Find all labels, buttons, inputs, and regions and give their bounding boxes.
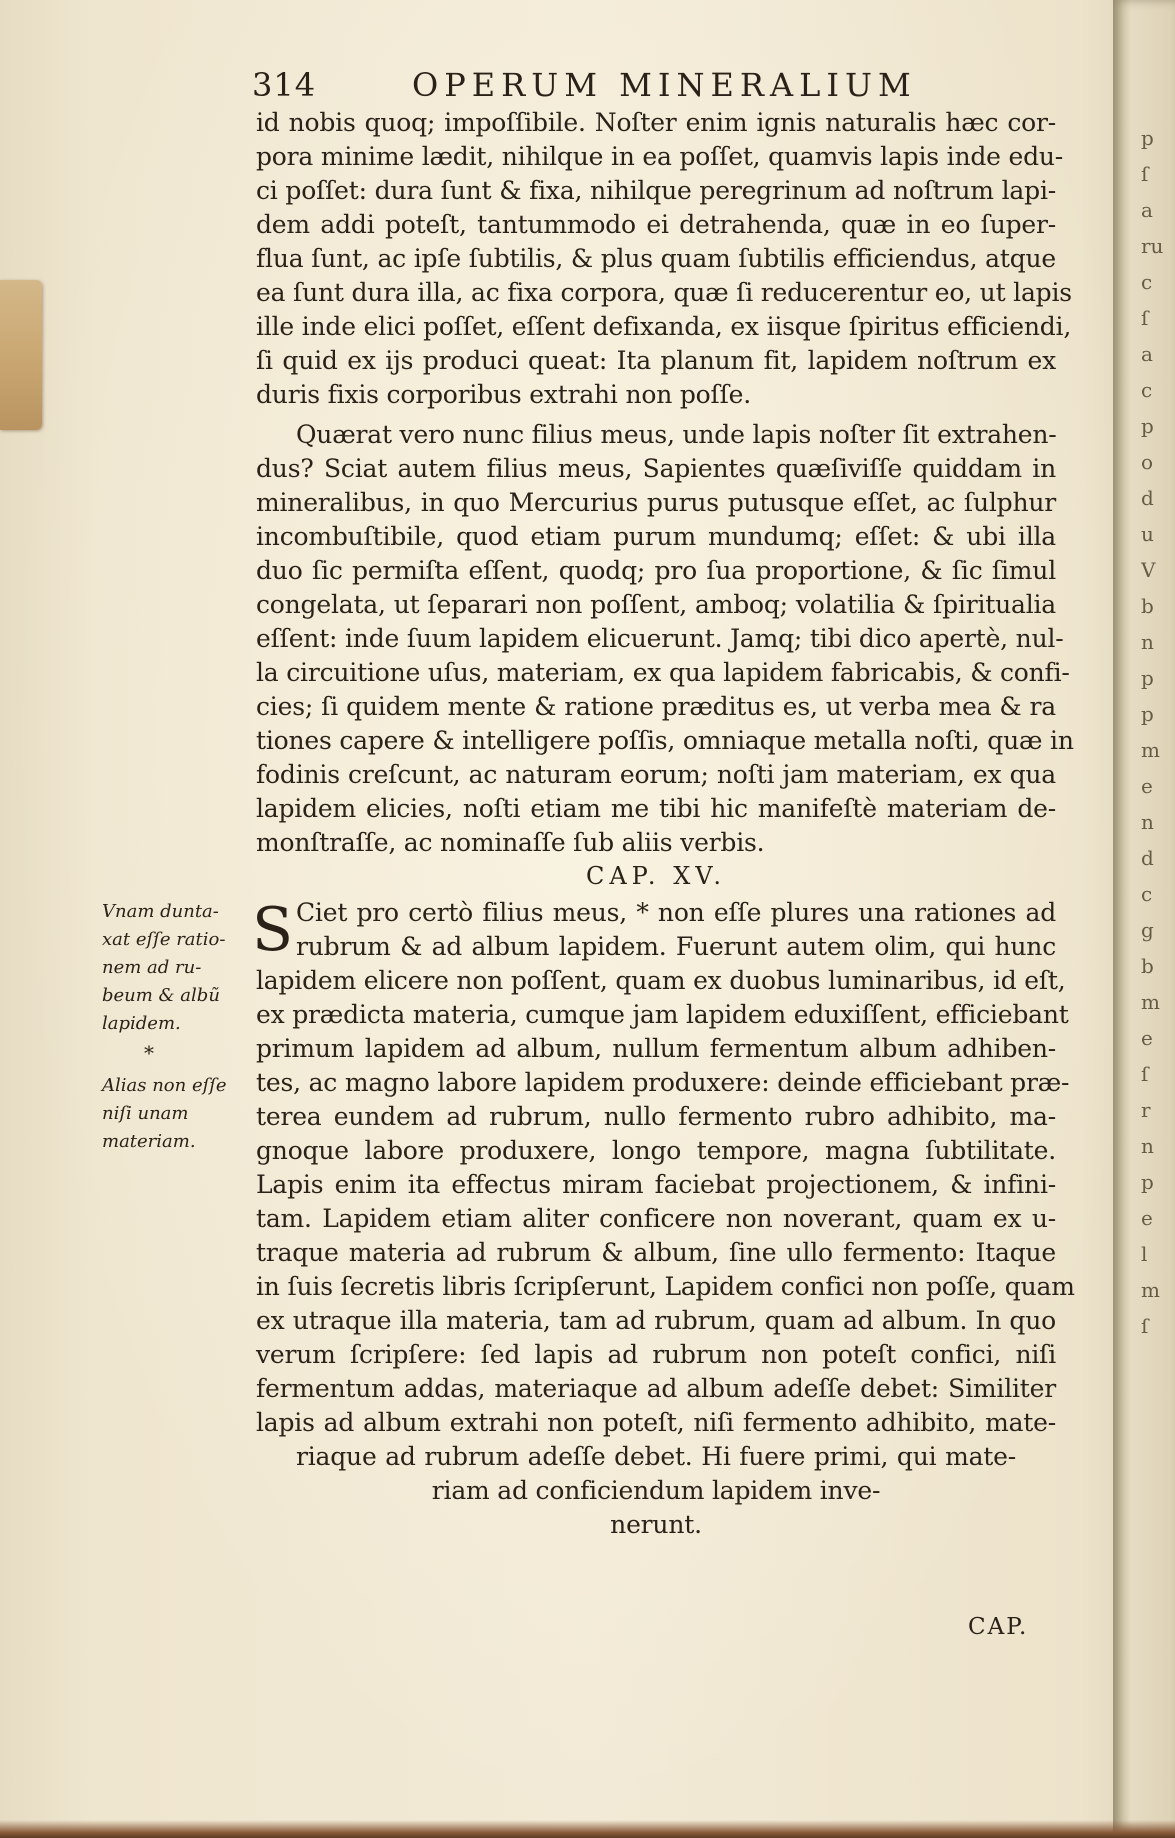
drop-cap: S <box>252 895 294 965</box>
text-line: incombuſtibile, quod etiam purum mundumq; eſſet: & ubi illa <box>256 522 1056 551</box>
adjacent-page-mark: n <box>1141 1134 1154 1158</box>
adjacent-page-mark: V <box>1141 558 1156 582</box>
adjacent-page-mark: e <box>1141 774 1153 798</box>
adjacent-page-mark: b <box>1141 594 1154 618</box>
text-line: terea eundem ad rubrum, nullo fermento rubro adhibito, ma- <box>256 1102 1056 1131</box>
text-line: riaque ad rubrum adeſſe debet. Hi fuere primi, qui mate- <box>296 1442 1016 1471</box>
adjacent-page-mark: d <box>1141 846 1154 870</box>
adjacent-page-mark: e <box>1141 1206 1153 1230</box>
text-line: Ciet pro certò filius meus, * non eſſe plures una rationes ad <box>296 898 1056 927</box>
catchword: CAP. <box>968 1614 1029 1640</box>
margin-note-line: Alias non eſſe <box>102 1075 227 1096</box>
text-line: ille inde elici poſſet, eſſent defixanda, ex iisque ſpiritus efficiendi, <box>256 312 1072 341</box>
adjacent-page-mark: c <box>1141 882 1153 906</box>
text-line: Quærat vero nunc filius meus, unde lapis noſter ſit extrahen- <box>296 420 1057 449</box>
text-line: dem addi poteſt, tantummodo ei detrahenda, quæ in eo ſuper- <box>256 210 1056 239</box>
adjacent-page-mark: a <box>1141 198 1153 222</box>
adjacent-page-mark: u <box>1141 522 1154 546</box>
text-line: lapis ad album extrahi non poteſt, niſi fermento adhibito, mate- <box>256 1408 1056 1437</box>
text-line: ex utraque illa materia, tam ad rubrum, quam ad album. In quo <box>256 1306 1056 1335</box>
text-line: flua ſunt, ac ipſe ſubtilis, & plus quam ſubtilis efficiendus, atque <box>256 244 1056 273</box>
page-header <box>252 66 1052 106</box>
margin-note-line: nem ad ru- <box>102 957 202 978</box>
text-line: fermentum addas, materiaque ad album adeſſe debet: Similiter <box>256 1374 1056 1403</box>
margin-note-line: niſi unam <box>102 1103 189 1124</box>
book-gutter <box>1113 0 1175 1838</box>
margin-note-line: beum & albũ <box>102 985 220 1006</box>
text-line: tiones capere & intelligere poſſis, omniaque metalla noſti, quæ in <box>256 726 1074 755</box>
margin-note-line: Vnam dunta- <box>102 901 219 922</box>
adjacent-page-mark: p <box>1141 666 1154 690</box>
text-line: eſſent: inde ſuum lapidem elicuerunt. Jamq; tibi dico apertè, nul- <box>256 624 1064 653</box>
text-line: verum ſcripſere: ſed lapis ad rubrum non poteſt confici, niſi <box>256 1340 1056 1369</box>
text-line: lapidem elicere non poſſent, quam ex duobus luminaribus, id eſt, <box>256 966 1066 995</box>
text-line: id nobis quoq; impoſſibile. Noſter enim ignis naturalis hæc cor- <box>256 108 1056 137</box>
adjacent-page-mark: ſ <box>1141 1314 1149 1338</box>
page-number: 314 <box>252 66 317 104</box>
text-line: tes, ac magno labore lapidem produxere: deinde efficiebant præ- <box>256 1068 1070 1097</box>
adjacent-page-mark: ſ <box>1141 306 1149 330</box>
adjacent-page-mark: a <box>1141 342 1153 366</box>
page-bottom-edge <box>0 1820 1175 1838</box>
adjacent-page-mark: p <box>1141 702 1154 726</box>
text-line: Lapis enim ita effectus miram faciebat projectionem, & infini- <box>256 1170 1056 1199</box>
margin-note-line: lapidem. <box>102 1013 181 1034</box>
text-line: primum lapidem ad album, nullum fermentum album adhiben- <box>256 1034 1056 1063</box>
adjacent-page-mark: m <box>1141 1278 1160 1302</box>
text-line: cies; ſi quidem mente & ratione præditus es, ut verba mea & ra <box>256 692 1056 721</box>
text-line: nerunt. <box>610 1510 702 1539</box>
text-line: fodinis creſcunt, ac naturam eorum; noſti jam materiam, ex qua <box>256 760 1056 789</box>
text-line: gnoque labore produxere, longo tempore, magna ſubtilitate. <box>256 1136 1056 1165</box>
adjacent-page-mark: c <box>1141 378 1153 402</box>
text-line: traque materia ad rubrum & album, ſine ullo fermento: Itaque <box>256 1238 1056 1267</box>
text-line: lapidem elicies, noſti etiam me tibi hic manifeſtè materiam de- <box>256 794 1056 823</box>
adjacent-page-mark: g <box>1141 918 1154 942</box>
text-line: mineralibus, in quo Mercurius purus putusque eſſet, ac ſulphur <box>256 488 1056 517</box>
adjacent-page-mark: l <box>1141 1242 1148 1266</box>
paper-tab <box>0 280 42 430</box>
adjacent-page-mark: c <box>1141 270 1153 294</box>
adjacent-page-mark: ſ <box>1141 162 1149 186</box>
adjacent-page-mark: b <box>1141 954 1154 978</box>
text-line: tam. Lapidem etiam aliter conficere non noverant, quam ex u- <box>256 1204 1056 1233</box>
chapter-heading: CAP. XV. <box>585 862 727 890</box>
adjacent-page-mark: d <box>1141 486 1154 510</box>
text-line: pora minime lædit, nihilque in ea poſſet, quamvis lapis inde edu- <box>256 142 1064 171</box>
adjacent-page-mark: r <box>1141 1098 1151 1122</box>
text-line: la circuitione uſus, materiam, ex qua lapidem fabricabis, & confi- <box>256 658 1070 687</box>
adjacent-page-mark: n <box>1141 630 1154 654</box>
text-line: ex prædicta materia, cumque jam lapidem eduxiſſent, efficiebant <box>256 1000 1069 1029</box>
text-line: in ſuis ſecretis libris ſcripſerunt, Lapidem confici non poſſe, quam <box>256 1272 1075 1301</box>
text-line: congelata, ut ſeparari non poſſent, amboq; volatilia & ſpiritualia <box>256 590 1056 619</box>
adjacent-page-mark: ru <box>1141 234 1164 258</box>
text-line: ea ſunt dura illa, ac fixa corpora, quæ ſi reducerentur eo, ut lapis <box>256 278 1072 307</box>
margin-note-line: materiam. <box>102 1131 196 1152</box>
adjacent-page-mark: m <box>1141 990 1160 1014</box>
text-line: duris fixis corporibus extrahi non poſſe. <box>256 380 751 409</box>
text-line: dus? Sciat autem filius meus, Sapientes quæſiviſſe quiddam in <box>256 454 1056 483</box>
margin-asterisk: * <box>144 1041 154 1065</box>
text-line: duo ſic permiſta eſſent, quodq; pro ſua proportione, & ſic ſimul <box>256 556 1056 585</box>
adjacent-page-mark: p <box>1141 414 1154 438</box>
adjacent-page-mark: p <box>1141 126 1154 150</box>
text-line: riam ad conficiendum lapidem inve- <box>431 1476 881 1505</box>
adjacent-page-mark: ſ <box>1141 1062 1149 1086</box>
adjacent-page-text <box>1141 120 1171 1600</box>
adjacent-page-mark: e <box>1141 1026 1153 1050</box>
text-line: ci poſſet: dura ſunt & fixa, nihilque peregrinum ad noſtrum lapi- <box>256 176 1056 205</box>
adjacent-page-mark: n <box>1141 810 1154 834</box>
margin-note-line: xat eſſe ratio- <box>102 929 226 950</box>
adjacent-page-mark: p <box>1141 1170 1154 1194</box>
text-line: monſtraſſe, ac nominaſſe ſub aliis verbis. <box>256 828 765 857</box>
text-line: rubrum & ad album lapidem. Fuerunt autem olim, qui hunc <box>296 932 1056 961</box>
running-title: OPERUM MINERALIUM <box>412 66 917 104</box>
adjacent-page-mark: m <box>1141 738 1160 762</box>
adjacent-page-mark: o <box>1141 450 1154 474</box>
text-line: ſi quid ex ijs produci queat: Ita planum fit, lapidem noſtrum ex <box>256 346 1056 375</box>
